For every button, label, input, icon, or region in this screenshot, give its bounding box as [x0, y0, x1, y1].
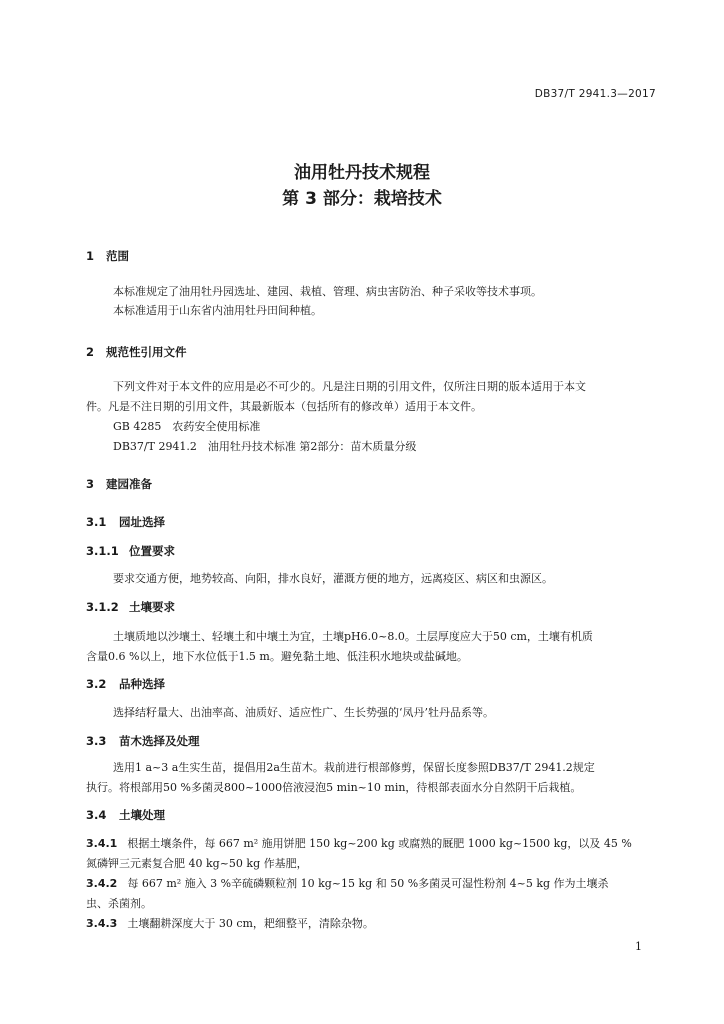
clause-3-4-2 — [86, 874, 658, 894]
section-heading-preparation — [86, 476, 152, 492]
section-number: 1 — [86, 249, 95, 263]
paragraph: 要求交通方便，地势较高、向阳，排水良好，灌溉方便的地方，远离疫区、病区和虫源区。 — [113, 572, 553, 585]
paragraph: 本标准适用于山东省内油用牡丹田间种植。 — [113, 304, 322, 317]
paragraph: 本标准规定了油用牡丹园选址、建园、栽植、管理、病虫害防治、种子采收等技术事项。 — [113, 285, 542, 298]
clause-text: 根据土壤条件，每 667 m² 施用饼肥 150 kg~200 kg 或腐熟的厩肥 1000 kg~1500 kg，以及 45 % — [127, 837, 632, 850]
document-subtitle: 第 3 部分：栽培技术 — [282, 189, 442, 209]
paragraph: 选择结籽量大、出油率高、油质好、适应性广、生长势强的‘凤丹’牡丹品系等。 — [113, 706, 494, 719]
clause-number: 3.4.2 — [86, 877, 118, 890]
clause-text: 每 667 m² 施入 3 %辛硫磷颗粒剂 10 kg~15 kg 和 50 %多菌灵可湿性粉剂 4~5 kg 作为土壤杀 — [127, 877, 609, 890]
section-title: 园址选择 — [119, 515, 165, 529]
clause-3-4-3 — [86, 914, 658, 934]
document-title: 油用牡丹技术规程 — [294, 163, 430, 183]
subsubsection-heading — [86, 599, 175, 615]
section-title: 范围 — [106, 249, 129, 263]
clause-continuation: 氮磷钾三元素复合肥 40 kg~50 kg 作基肥， — [86, 857, 308, 870]
section-number: 3.2 — [86, 677, 107, 691]
section-title: 土壤处理 — [119, 808, 165, 822]
paragraph: 执行。将根部用50 %多菌灵800~1000倍液浸泡5 min~10 min，待根部表面水分自然阴干后栽植。 — [86, 781, 582, 794]
page-number: 1 — [635, 940, 642, 953]
section-number: 3 — [86, 477, 95, 491]
subsection-heading — [86, 676, 165, 692]
clause-number: 3.4.1 — [86, 837, 118, 850]
subsubsection-heading — [86, 543, 175, 559]
section-title: 土壤要求 — [129, 600, 175, 614]
document-title-block — [0, 160, 724, 212]
section-heading-scope — [86, 248, 129, 264]
section-number: 3.3 — [86, 734, 107, 748]
paragraph: 件。凡是不注日期的引用文件，其最新版本（包括所有的修改单）适用于本文件。 — [86, 400, 482, 413]
document-code: DB37/T 2941.3—2017 — [534, 88, 656, 100]
subsection-heading — [86, 514, 165, 530]
section-number: 3.1 — [86, 515, 107, 529]
paragraph: 选用1 a~3 a生实生苗，提倡用2a生苗木。栽前进行根部修剪，保留长度参照DB37/T 2941.2规定 — [113, 761, 595, 774]
reference-item: DB37/T 2941.2 油用牡丹技术标准 第2部分：苗木质量分级 — [113, 440, 417, 453]
reference-item: GB 4285 农药安全使用标准 — [113, 420, 261, 433]
section-title: 品种选择 — [119, 677, 165, 691]
paragraph: 含量0.6 %以上，地下水位低于1.5 m。避免黏土地、低洼积水地块或盐碱地。 — [86, 650, 468, 663]
section-number: 3.1.1 — [86, 544, 119, 558]
section-heading-normative-refs — [86, 344, 187, 360]
section-title: 建园准备 — [106, 477, 152, 491]
subsection-heading — [86, 733, 200, 749]
clause-continuation: 虫、杀菌剂。 — [86, 897, 152, 910]
paragraph: 土壤质地以沙壤土、轻壤土和中壤土为宜，土壤pH6.0~8.0。土层厚度应大于50 cm，土壤有机质 — [113, 630, 593, 643]
clause-number: 3.4.3 — [86, 917, 118, 930]
subsection-heading — [86, 807, 165, 823]
section-number: 2 — [86, 345, 95, 359]
section-number: 3.1.2 — [86, 600, 119, 614]
section-title: 规范性引用文件 — [106, 345, 187, 359]
clause-3-4-1 — [86, 834, 658, 854]
section-title: 苗木选择及处理 — [119, 734, 200, 748]
section-title: 位置要求 — [129, 544, 175, 558]
paragraph: 下列文件对于本文件的应用是必不可少的。凡是注日期的引用文件，仅所注日期的版本适用于本文 — [113, 380, 586, 393]
section-number: 3.4 — [86, 808, 107, 822]
clause-text: 土壤翻耕深度大于 30 cm，耙细整平，清除杂物。 — [127, 917, 374, 930]
